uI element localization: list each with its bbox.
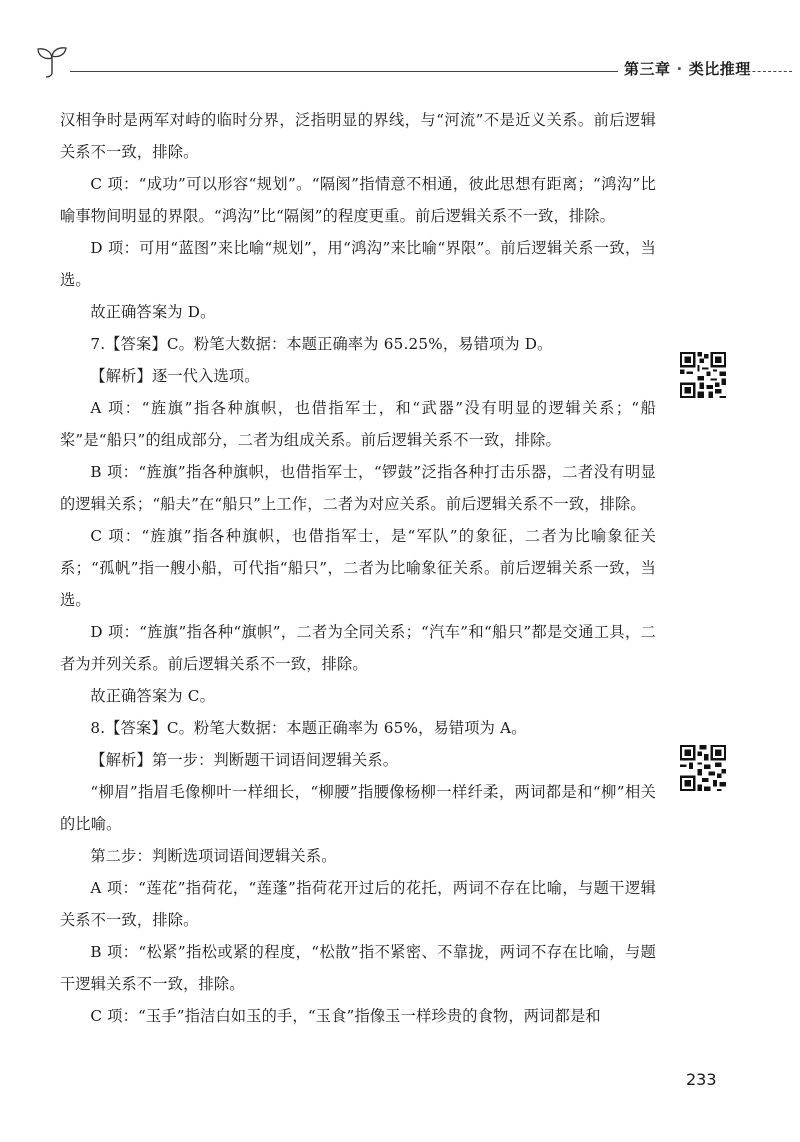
paragraph: 汉相争时是两军对峙的临时分界，泛指明显的界线，与“河流”不是近义关系。前后逻辑关系不一致，排除。 — [60, 111, 656, 161]
section-name: 类比推理 — [688, 60, 751, 78]
paragraph: 故正确答案为 C。 — [90, 687, 215, 705]
analysis-heading: 【解析】逐一代入选项。 — [90, 367, 260, 385]
qr-code-icon[interactable] — [680, 745, 726, 791]
page-header — [32, 44, 792, 84]
analysis-heading: 【解析】第一步：判断题干词语间逻辑关系。 — [90, 751, 399, 769]
answer-heading: 8.【答案】C。粉笔大数据：本题正确率为 65%，易错项为 A。 — [90, 719, 527, 737]
paragraph: C 项：“旌旗”指各种旗帜，也借指军士，是“军队”的象征，二者为比喻象征关系；“孤帆”指一艘小船，可代指“船只”，二者为比喻象征关系。前后逻辑关系一致，当选。 — [60, 527, 656, 609]
paragraph: “柳眉”指眉毛像柳叶一样细长，“柳腰”指腰像杨柳一样纤柔，两词都是和“柳”相关的比喻。 — [60, 783, 656, 833]
paragraph: B 项：“松紧”指松或紧的程度，“松散”指不紧密、不靠拢，两词不存在比喻，与题干逻辑关系不一致，排除。 — [60, 943, 656, 993]
paragraph: B 项：“旌旗”指各种旗帜，也借指军士，“锣鼓”泛指各种打击乐器，二者没有明显的逻辑关系；“船夫”在“船只”上工作，二者为对应关系。前后逻辑关系不一致，排除。 — [60, 463, 656, 513]
paragraph: D 项：“旌旗”指各种“旗帜”，二者为全同关系；“汽车”和“船只”都是交通工具，二者为并列关系。前后逻辑关系不一致，排除。 — [60, 623, 656, 673]
paragraph: C 项：“玉手”指洁白如玉的手，“玉食”指像玉一样珍贵的食物，两词都是和 — [90, 1007, 601, 1025]
paragraph: A 项：“莲花”指荷花，“莲蓬”指荷花开过后的花托，两词不存在比喻，与题干逻辑关系不一致，排除。 — [60, 879, 656, 929]
separator-dot: · — [676, 60, 683, 78]
paragraph: D 项：可用“蓝图”来比喻“规划”，用“鸿沟”来比喻“界限”。前后逻辑关系一致，当选。 — [60, 239, 656, 289]
page-body — [60, 104, 656, 1032]
header-rule-right — [742, 71, 792, 72]
sprout-icon — [32, 44, 72, 78]
chapter-title — [624, 58, 751, 79]
chapter-number: 第三章 — [624, 60, 671, 78]
paragraph: A 项：“旌旗”指各种旗帜，也借指军士，和“武器”没有明显的逻辑关系；“船桨”是“船只”的组成部分，二者为组成关系。前后逻辑关系不一致，排除。 — [60, 399, 656, 449]
qr-code-icon[interactable] — [680, 352, 726, 398]
paragraph: 故正确答案为 D。 — [90, 303, 216, 321]
answer-heading: 7.【答案】C。粉笔大数据：本题正确率为 65.25%，易错项为 D。 — [90, 335, 553, 353]
header-rule — [70, 71, 618, 72]
page-number: 233 — [686, 1070, 717, 1089]
paragraph: C 项：“成功”可以形容“规划”。“隔阂”指情意不相通，彼此思想有距离；“鸿沟”比喻事物间明显的界限。“鸿沟”比“隔阂”的程度更重。前后逻辑关系不一致，排除。 — [60, 175, 656, 225]
paragraph: 第二步：判断选项词语间逻辑关系。 — [90, 847, 337, 865]
